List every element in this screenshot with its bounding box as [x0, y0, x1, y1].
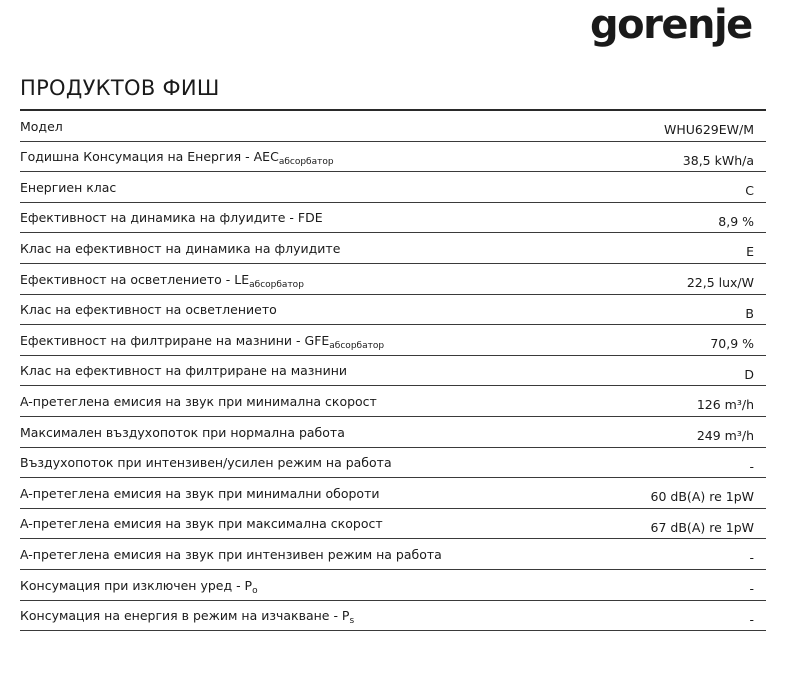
brand-logo: gorenje — [590, 2, 752, 48]
row-label: Клас на ефективност на осветлението — [20, 302, 277, 318]
row-label: Ефективност на динамика на флуидите - FDE — [20, 210, 323, 226]
table-row — [20, 356, 766, 387]
table-row — [20, 509, 766, 540]
row-value: D — [744, 366, 754, 382]
row-label: Консумация на енергия в режим на изчакване - $P_s$ — [20, 608, 355, 627]
row-label: Ефективност на осветлението - $LE_{абсорбатор}$ — [20, 271, 304, 290]
row-label: A-претеглена емисия на звук при минимална скорост — [20, 393, 377, 409]
table-row — [20, 325, 766, 356]
row-label: Максимален въздухопоток при нормална работа — [20, 424, 345, 440]
row-label: Ефективност на филтриране на мазнини - $GFE_{абсорбатор}$ — [20, 332, 385, 351]
row-value: - — [749, 458, 754, 474]
row-label: Енергиен клас — [20, 179, 117, 195]
product-fiche-table — [20, 111, 766, 631]
table-row — [20, 478, 766, 509]
row-value: 67 dB(A) re 1pW — [650, 519, 754, 535]
row-value: - — [749, 581, 754, 596]
table-row — [20, 142, 766, 173]
row-value: 38,5 kWh/a — [682, 152, 754, 168]
table-row — [20, 570, 766, 601]
table-row — [20, 601, 766, 632]
table-row — [20, 111, 766, 142]
row-label: A-претеглена емисия на звук при интензивен режим на работа — [20, 546, 442, 562]
table-row — [20, 172, 766, 203]
table-row — [20, 448, 766, 479]
row-label: Модел — [20, 118, 63, 134]
table-row — [20, 233, 766, 264]
row-value: 249 m³/h — [696, 428, 754, 444]
row-value: 126 m³/h — [696, 397, 754, 413]
page-title: ПРОДУКТОВ ФИШ — [20, 76, 220, 100]
row-label: Клас на ефективност на филтриране на мазнини — [20, 363, 348, 379]
row-value: 8,9 % — [718, 213, 754, 229]
row-value: B — [745, 305, 754, 321]
row-label: Въздухопоток при интензивен/усилен режим на работа — [20, 455, 392, 471]
row-value: - — [749, 550, 754, 566]
row-value: 70,9 % — [710, 336, 754, 352]
row-label: Годишна Консумация на Енергия - $AEC_{абсорбатор}$ — [20, 149, 334, 168]
row-value: E — [746, 244, 754, 260]
row-value: 22,5 lux/W — [686, 275, 754, 291]
table-row — [20, 295, 766, 326]
row-label: Клас на ефективност на динамика на флуидите — [20, 240, 341, 256]
table-row — [20, 539, 766, 570]
row-label: A-претеглена емисия на звук при максимална скорост — [20, 516, 383, 532]
row-value: WHU629EW/M — [663, 122, 754, 138]
table-row — [20, 386, 766, 417]
row-value: - — [749, 611, 754, 627]
table-row — [20, 264, 766, 295]
row-label: A-претеглена емисия на звук при минимални обороти — [20, 485, 380, 501]
table-row — [20, 417, 766, 448]
table-row — [20, 203, 766, 234]
row-value: 60 dB(A) re 1pW — [650, 489, 754, 505]
row-label: Консумация при изключен уред - $P_o$ — [20, 577, 258, 596]
row-value: C — [745, 183, 754, 199]
